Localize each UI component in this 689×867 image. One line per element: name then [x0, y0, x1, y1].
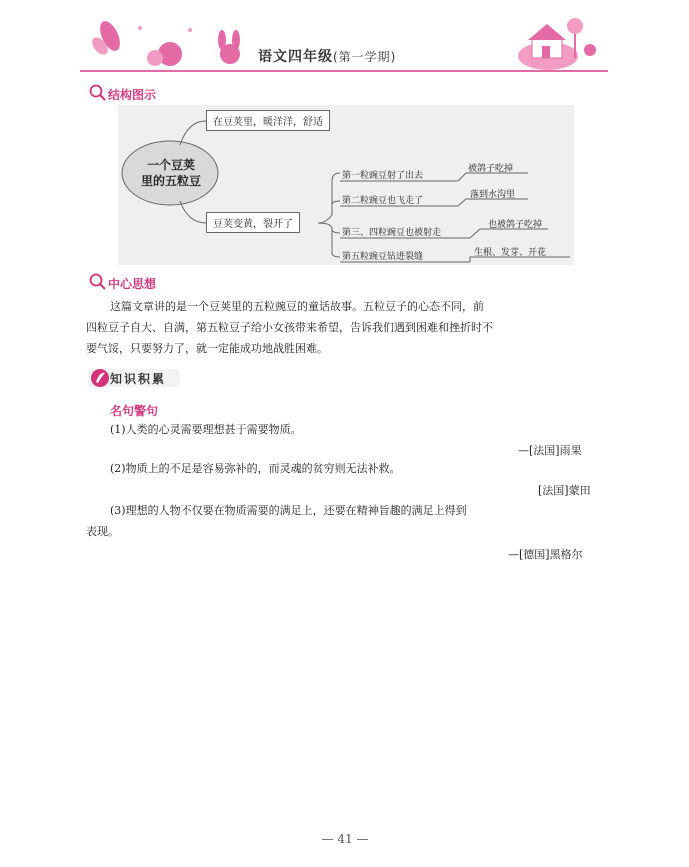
quote-2-author: [法国]蒙田 [538, 484, 591, 497]
mindmap-result-2: 落到水沟里 [470, 190, 516, 200]
left-flower-decoration [89, 18, 240, 66]
section-heading-structure: 结构图示 [108, 88, 157, 102]
page-number: — 41 — [321, 832, 369, 846]
page-header [0, 0, 689, 80]
magnifier-icon [88, 84, 106, 102]
mindmap-root: 一个豆荚 里的五粒豆 [140, 158, 201, 188]
magnifier-icon [88, 273, 106, 291]
mindmap [118, 105, 574, 265]
house-decoration [518, 18, 596, 70]
mindmap-branch-2: 第二粒豌豆也飞走了 [342, 196, 424, 206]
quote-3-line-1: (3)理想的人物不仅要在物质需要的满足上，还要在精神旨趣的满足上得到 [110, 504, 467, 517]
mindmap-branch-3: 第三、四粒豌豆也被射走 [342, 228, 442, 238]
quotes-heading: 名句警句 [110, 404, 159, 418]
quote-3-line-2: 表现。 [86, 525, 119, 538]
header-decoration [0, 0, 689, 80]
mindmap-result-4: 生根、发芽、开花 [474, 248, 547, 258]
mindmap-branch-1: 第一粒豌豆射了出去 [342, 171, 424, 181]
mindmap-result-3: 也被鸽子吃掉 [488, 220, 543, 230]
quote-1-author: —[法国]雨果 [518, 444, 582, 457]
central-idea-line-3: 要气馁，只要努力了，就一定能成功地战胜困难。 [86, 342, 328, 355]
header-title: 语文四年级(第一学期) [258, 49, 397, 65]
central-idea-line-1: 这篇文章讲的是一个豆荚里的五粒豌豆的童话故事。五粒豆子的心态不同，前 [110, 300, 484, 313]
quote-3-author: —[德国]黑格尔 [508, 548, 583, 561]
header-divider [80, 70, 608, 72]
mindmap-branch-4: 第五粒豌豆钻进裂缝 [342, 252, 424, 262]
section-heading-central: 中心思想 [108, 277, 157, 291]
quote-2: (2)物质上的不足是容易弥补的，而灵魂的贫穷则无法补救。 [110, 462, 401, 475]
quote-1: (1)人类的心灵需要理想甚于需要物质。 [110, 423, 302, 436]
mindmap-mid-node: 豆荚变黄，裂开了 [206, 212, 300, 233]
mindmap-result-1: 被鸽子吃掉 [468, 164, 514, 174]
central-idea-line-2: 四粒豆子自大、自满，第五粒豆子给小女孩带来希望，告诉我们遇到困难和挫折时不 [86, 321, 493, 334]
section-heading-knowledge: 知识积累 [110, 372, 167, 386]
mindmap-top-node: 在豆荚里，暖洋洋，舒适 [206, 110, 330, 131]
